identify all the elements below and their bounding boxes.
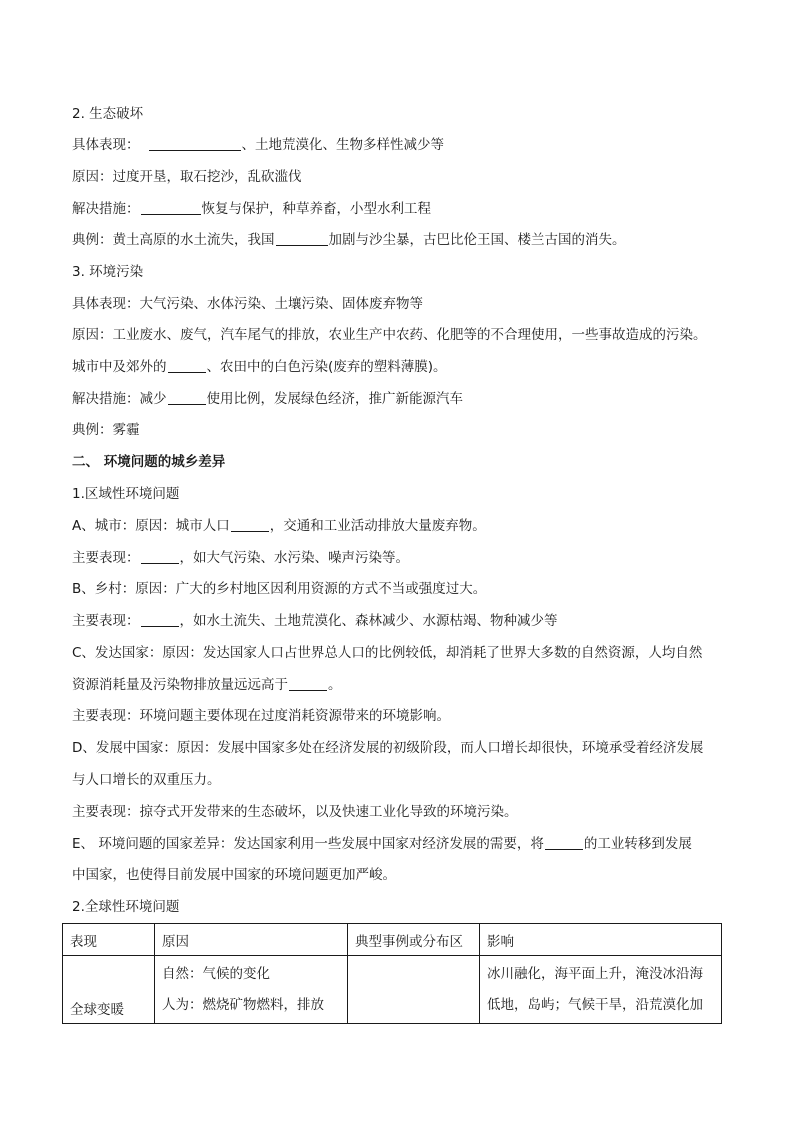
paragraph-line: 主要表现：环境问题主要体现在过度消耗资源带来的环境影响。 [72,708,450,724]
fill-blank [545,835,583,850]
text-segment: ，如大气污染、水污染、噪声污染等。 [179,550,409,566]
paragraph-line [72,834,692,854]
paragraph-line [72,135,444,155]
paragraph-line [72,357,447,377]
paragraph-line [72,675,342,695]
text-segment: 、农田中的白色污染(废弃的塑料薄膜)。 [206,359,447,375]
cell-line: 冰川融化，海平面上升，淹没冰沿海 [487,965,703,982]
table-cell-impact [480,956,722,1024]
global-issues-table [62,923,722,1024]
section-heading: 1.区域性环境问题 [72,486,180,502]
fill-blank [168,390,206,405]
paragraph-line: C、发达国家：原因：发达国家人口占世界总人口的比例较低，却消耗了世界大多数的自然资源，人均自然 [72,645,703,661]
paragraph-line [72,389,463,409]
paragraph-line [72,516,486,536]
text-segment: 恢复与保护，种草养畜，小型水利工程 [201,201,431,217]
paragraph-line: 具体表现：大气污染、水体污染、土壤污染、固体废弃物等 [72,296,423,312]
text-segment: 资源消耗量及污染物排放量远远高于 [72,677,288,693]
paragraph-line: 典例：雾霾 [72,422,140,438]
cell-line: 自然：气候的变化 [162,965,270,982]
paragraph-line [72,548,409,568]
text-segment: 具体表现： [72,137,140,153]
table-cell-cause [155,956,348,1024]
text-segment: 主要表现： [72,550,140,566]
table-header-cell: 原因 [155,924,348,956]
table-header-cell: 典型事例或分布区 [348,924,480,956]
fill-blank [141,612,179,627]
fill-blank [168,358,206,373]
text-segment: 。 [328,677,342,693]
text-segment: ，交通和工业活动排放大量废弃物。 [269,518,486,534]
table-header-cell: 影响 [480,924,722,956]
paragraph-line: 中国家，也使得目前发展中国家的环境问题更加严峻。 [72,867,396,883]
text-segment: 典例：黄土高原的水土流失，我国 [72,232,275,248]
text-segment: 的工业转移到发展 [583,836,692,852]
section-heading: 2. 生态破坏 [72,106,144,122]
table-cell-example [348,956,480,1024]
text-segment: 解决措施：减少 [72,391,167,407]
table-header-cell: 表现 [63,924,155,956]
text-segment: 使用比例，发展绿色经济，推广新能源汽车 [206,391,463,407]
cell-line: 人为：燃烧矿物燃料，排放 [162,996,324,1013]
text-segment: A、城市：原因：城市人口 [72,518,230,534]
table-row [63,956,722,1024]
paragraph-line: D、发展中国家：原因：发展中国家多处在经济发展的初级阶段，而人口增长却很快，环境承受着经济发展 [72,740,704,756]
paragraph-line [72,230,626,250]
text-segment: 主要表现： [72,613,140,629]
paragraph-line: B、乡村：原因：广大的乡村地区因利用资源的方式不当或强度过大。 [72,581,487,597]
text-segment: 、土地荒漠化、生物多样性减少等 [241,137,444,153]
fill-blank [276,231,328,246]
text-segment: 城市中及郊外的 [72,359,167,375]
part-heading: 二、 环境问题的城乡差异 [72,454,226,470]
text-segment: 解决措施： [72,201,140,217]
paragraph-line: 原因：过度开垦，取石挖沙，乱砍滥伐 [72,169,302,185]
fill-blank [141,200,201,215]
paragraph-line [72,199,431,219]
paragraph-line: 主要表现：掠夺式开发带来的生态破坏，以及快速工业化导致的环境污染。 [72,804,518,820]
paragraph-line: 原因：工业废水、废气，汽车尾气的排放，农业生产中农药、化肥等的不合理使用，一些事故造成的污染。 [72,327,707,343]
table-header-row [63,924,722,956]
table-cell-phenomenon: 全球变暖 [63,956,155,1024]
text-segment: E、 环境问题的国家差异：发达国家利用一些发展中国家对经济发展的需要，将 [72,836,544,852]
paragraph-line: 与人口增长的双重压力。 [72,772,221,788]
text-segment: ，如水土流失、土地荒漠化、森林减少、水源枯竭、物种减少等 [179,613,558,629]
fill-blank [231,517,269,532]
fill-blank [289,676,327,691]
section-heading: 2.全球性环境问题 [72,899,180,915]
cell-line: 低地，岛屿；气候干旱，沿荒漠化加 [487,996,703,1013]
fill-blank [149,136,241,151]
fill-blank [141,549,179,564]
text-segment: 加剧与沙尘暴，古巴比伦王国、楼兰古国的消失。 [328,232,626,248]
paragraph-line [72,611,558,631]
section-heading: 3. 环境污染 [72,264,144,280]
